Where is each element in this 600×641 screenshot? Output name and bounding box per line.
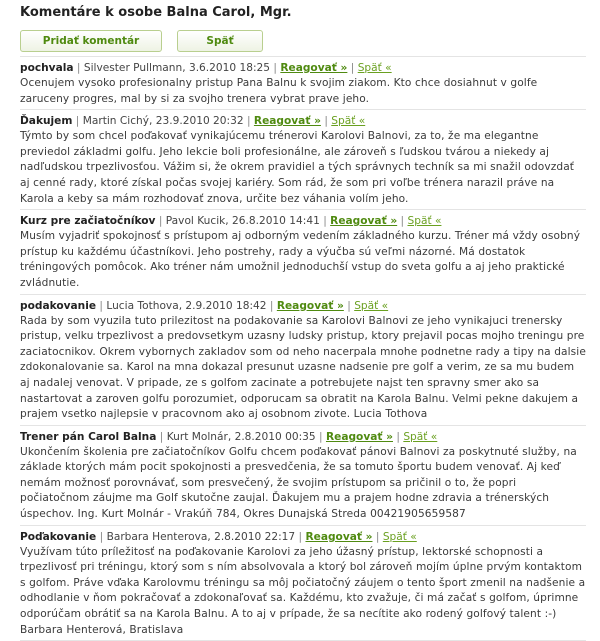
separator: | — [350, 62, 355, 74]
separator: | — [99, 299, 103, 312]
comment-item — [20, 295, 586, 426]
back-link[interactable]: Späť « — [382, 530, 417, 543]
comment-title: pochvala — [20, 62, 74, 74]
comment-header — [20, 429, 586, 445]
separator: | — [75, 115, 80, 128]
separator: | — [273, 62, 277, 74]
comment-author-date: Barbara Henterova, 2.8.2010 22:17 — [106, 530, 296, 543]
comment-text: Ukončením školenia pre začiatočníkov Golfu chcem poďakovať pánovi Balnovi za poskytnuté služby, na základe ktorých mám pocit spokojnosti a presvedčenia, že sa tomuto športu budem venovať. Aj keď nemám možnosť porovnávať, som presvečený, že svojim prístupom sa pričinil o to, že popri počiatočnom záujme ma Golf skutočne zaujal. Ďakujem mu a prajem hodne zdravia a trénerských úspechov. Ing. Kurt Molnár - Vrakúň 784, Okres Dunajská Streda 00421905659587 — [20, 445, 577, 521]
comment-header — [20, 113, 586, 129]
comment-title: Trener pán Carol Balna — [20, 430, 157, 443]
reply-link[interactable]: Reagovať » — [305, 530, 373, 543]
add-comment-button[interactable]: Pridať komentár — [20, 30, 162, 52]
comment-author-date: Silvester Pullmann, 3.6.2010 18:25 — [83, 62, 271, 74]
reply-link[interactable]: Reagovať » — [330, 215, 398, 228]
comment-header — [20, 60, 586, 76]
comment-author-date: Martin Cichý, 23.9.2010 20:32 — [82, 115, 244, 128]
reply-link[interactable]: Reagovať » — [325, 430, 393, 443]
comment-item — [20, 210, 586, 294]
separator: | — [347, 299, 351, 312]
separator: | — [158, 215, 163, 228]
comment-text: Rada by som vyuzila tuto prilezitost na podakovanie sa Karolovi Balnovi ze jeho vynikajuci trenersky pristup, velku trpezlivost a predovsetkym uzasny ludsky pristup, ktory prejavil pocas mojho treningu pre zaciatocnikov. Okrem vybornych zakladov som od neho nacerpala mnohe podnetne rady a tipy na dalsie zdokonalovanie sa. Karol na mna dokazal presunut uzasne nadsenie pre golf a verim, ze sa mu budem aj nadalej venovat. V pripade, ze s golfom zacinate a potrebujete najst ten spravny smer ako sa nastartovat a zaroven golfu porozumiet, odporucam sa obratit na Karola Balnu. Velmi pekne dakujem a prajem vsetko najlepsie v pracovnom ako aj osobnom zivote. Lucia Tothova — [20, 314, 586, 421]
comment-item — [20, 526, 586, 641]
back-link[interactable]: Späť « — [403, 430, 438, 443]
reply-link[interactable]: Reagovať » — [253, 115, 321, 128]
back-link[interactable]: Späť « — [407, 215, 442, 228]
comment-title: Poďakovanie — [20, 530, 97, 543]
back-link[interactable]: Späť « — [354, 299, 389, 312]
comment-author-date: Kurt Molnár, 2.8.2010 00:35 — [166, 430, 316, 443]
reply-link[interactable]: Reagovať » — [280, 62, 348, 74]
comment-text: Týmto by som chcel poďakovať vynikajúcemu trénerovi Karolovi Balnovi, za to, že ma elegantne previedol základmi golfu. Jeho lekcie boli profesionálne, ale zároveň s ľudskou tvárou a niekedy aj nadľudskou trpezlivosťou. Vážim si, že okrem pravidiel a tých správnych techník sa mi snažil odovzdať aj cenné rady, ktoré získal počas svojej kariéry. Som rád, že som pri voľbe trénera narazil práve na Karola a keby sa mám rozhodovať znova, určite bez váhania volím jeho. — [20, 130, 575, 205]
page-title: Komentáre k osobe Balna Carol, Mgr. — [20, 5, 292, 20]
separator: | — [323, 215, 327, 228]
comment-header — [20, 298, 586, 314]
back-link[interactable]: Späť « — [357, 62, 392, 74]
separator: | — [298, 530, 303, 543]
comment-header — [20, 529, 586, 545]
separator: | — [269, 299, 274, 312]
back-button[interactable]: Späť — [177, 30, 263, 52]
separator: | — [400, 215, 405, 228]
comment-list — [20, 56, 586, 641]
comment-header — [20, 213, 586, 229]
separator: | — [76, 62, 81, 74]
separator: | — [375, 530, 380, 543]
comment-item — [20, 57, 586, 110]
comment-item — [20, 110, 586, 210]
reply-link[interactable]: Reagovať » — [276, 299, 344, 312]
comment-text: Musím vyjadriť spokojnosť s prístupom aj odborným vedením základného kurzu. Tréner má vždy osobný prístup ku každému účastníkovi. Jeho postrehy, rady a výučba sú veľmi názorné. Má dostatok tréningových pomôcok. Ako tréner nám umožnil jednoduchší vstup do sveta golfu a aj jeho praktické zvládnutie. — [20, 230, 581, 289]
separator: | — [99, 530, 104, 543]
action-bar — [20, 30, 586, 52]
comment-author-date: Pavol Kucik, 26.8.2010 14:41 — [165, 215, 320, 228]
separator: | — [319, 430, 323, 443]
comment-title: Ďakujem — [20, 115, 73, 128]
comment-author-date: Lucia Tothova, 2.9.2010 18:42 — [106, 299, 267, 312]
comment-text: Ocenujem vysoko profesionalny pristup Pana Balnu k svojim ziakom. Kto chce dosiahnut v golfe zaruceny progres, mal by si za svojho trenera vybrat prave jeho. — [20, 77, 538, 105]
separator: | — [324, 115, 328, 128]
comment-text: Využívam túto príležitosť na poďakovanie Karolovi za jeho úžasný prístup, lektorské schopnosti a trpezlivosť pri tréningu, ktorý som s ním absolvovala a ktorý bol zároveň mojím úplne prvým kontaktom s golfom. Práve vďaka Karolovmu tréningu sa môj počiatočný záujem o tento šport zmenil na nadšenie a odhodlanie v ňom pokračovať a zdokonaľovať sa. Každému, kto zvažuje, či má začať s golfom, úprimne odporúčam obrátiť sa na Karola Balnu. A to aj v prípade, že sa necítite ako rodený golfový talent :-) Barbara Henterová, Bratislava — [20, 545, 586, 636]
separator: | — [159, 430, 164, 443]
separator: | — [246, 115, 251, 128]
separator: | — [396, 430, 400, 443]
comment-title: Kurz pre začiatočníkov — [20, 215, 156, 228]
comment-item — [20, 426, 586, 526]
comment-title: podakovanie — [20, 299, 97, 312]
back-link[interactable]: Späť « — [331, 115, 366, 128]
